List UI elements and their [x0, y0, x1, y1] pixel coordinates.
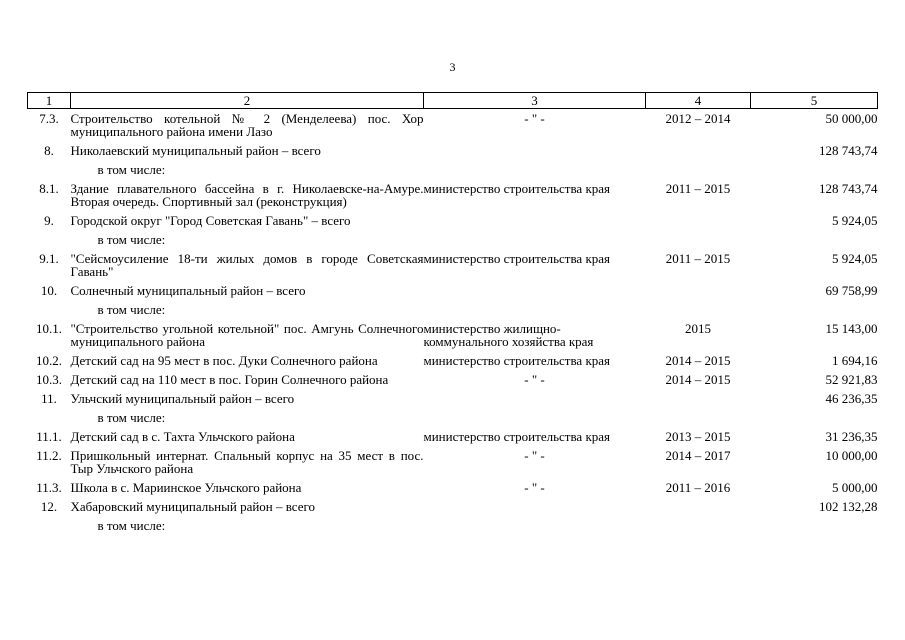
- table-row: [28, 446, 878, 478]
- funding-amount: 10 000,00: [825, 448, 878, 463]
- implementation-years: [646, 141, 751, 160]
- column-header-2: 2: [71, 93, 424, 109]
- executor: [424, 408, 646, 427]
- row-number: 10.1.: [36, 321, 62, 336]
- object-name: Хабаровский муниципальный район – всего: [70, 499, 316, 514]
- object-name: Детский сад на 95 мест в пос. Дуки Солнечного района: [70, 353, 378, 368]
- row-number: 11.: [41, 391, 57, 406]
- implementation-years: [646, 389, 751, 408]
- executor: министерство строительства края: [423, 353, 611, 368]
- table-row: [28, 109, 878, 142]
- table-row: [28, 516, 878, 535]
- row-number: 10.2.: [36, 353, 62, 368]
- executor: [424, 141, 646, 160]
- executor: - " -: [524, 372, 545, 387]
- executor: министерство строительства края: [423, 251, 611, 266]
- executor: [424, 300, 646, 319]
- column-header-4: 4: [646, 93, 751, 109]
- table-row: [28, 478, 878, 497]
- funding-amount: 128 743,74: [819, 181, 878, 196]
- table-row: [28, 281, 878, 300]
- implementation-years: 2015: [685, 321, 711, 336]
- implementation-years: [646, 300, 751, 319]
- row-number: [28, 230, 71, 249]
- object-name: "Строительство угольной котельной" пос. Амгунь Солнечного муниципального района: [70, 321, 424, 349]
- row-number: 8.1.: [39, 181, 59, 196]
- row-number: 7.3.: [39, 111, 59, 126]
- object-name: Пришкольный интернат. Спальный корпус на 35 мест в пос. Тыр Ульчского района: [70, 448, 424, 476]
- implementation-years: 2014 – 2017: [665, 448, 731, 463]
- funding-amount: 46 236,35: [825, 391, 878, 406]
- object-name: в том числе:: [97, 518, 166, 533]
- funding-amount: 50 000,00: [825, 111, 878, 126]
- implementation-years: 2012 – 2014: [665, 111, 731, 126]
- object-name: Школа в с. Мариинское Ульчского района: [70, 480, 302, 495]
- table-row: [28, 211, 878, 230]
- row-number: [28, 160, 71, 179]
- row-number: [28, 408, 71, 427]
- executor: [424, 389, 646, 408]
- row-number: 10.3.: [36, 372, 62, 387]
- funding-amount: 69 758,99: [825, 283, 878, 298]
- funding-amount: 128 743,74: [819, 143, 878, 158]
- funding-amount: 5 924,05: [832, 213, 878, 228]
- row-number: 10.: [40, 283, 58, 298]
- row-number: 9.1.: [39, 251, 59, 266]
- object-name: в том числе:: [97, 232, 166, 247]
- implementation-years: 2011 – 2015: [665, 251, 731, 266]
- table-header: [28, 93, 878, 109]
- table-row: [28, 319, 878, 351]
- funding-amount: 5 924,05: [832, 251, 878, 266]
- object-name: Ульчский муниципальный район – всего: [70, 391, 295, 406]
- table-row: [28, 370, 878, 389]
- row-number: 8.: [44, 143, 54, 158]
- table-row: [28, 427, 878, 446]
- column-header-5: 5: [751, 93, 878, 109]
- table-row: [28, 408, 878, 427]
- object-name: в том числе:: [97, 162, 166, 177]
- object-name: в том числе:: [97, 302, 166, 317]
- executor: - " -: [524, 480, 545, 495]
- object-name: Солнечный муниципальный район – всего: [70, 283, 306, 298]
- executor: [424, 160, 646, 179]
- column-header-3: 3: [424, 93, 646, 109]
- executor: [424, 211, 646, 230]
- program-table: [27, 92, 878, 535]
- row-number: 11.3.: [36, 480, 62, 495]
- executor: министерство строительства края: [423, 181, 611, 196]
- object-name: Строительство котельной № 2 (Менделеева) пос. Хор муниципального района имени Лазо: [70, 111, 424, 139]
- funding-amount: [751, 408, 878, 427]
- implementation-years: 2011 – 2015: [665, 181, 731, 196]
- funding-amount: [751, 516, 878, 535]
- executor: - " -: [524, 111, 545, 126]
- row-number: 11.1.: [36, 429, 62, 444]
- implementation-years: 2013 – 2015: [665, 429, 731, 444]
- implementation-years: 2014 – 2015: [665, 353, 731, 368]
- funding-amount: 5 000,00: [832, 480, 878, 495]
- row-number: 9.: [44, 213, 54, 228]
- funding-amount: [751, 300, 878, 319]
- table-row: [28, 300, 878, 319]
- table-row: [28, 351, 878, 370]
- implementation-years: [646, 516, 751, 535]
- funding-amount: 102 132,28: [819, 499, 878, 514]
- implementation-years: [646, 160, 751, 179]
- implementation-years: 2014 – 2015: [665, 372, 731, 387]
- table-row: [28, 249, 878, 281]
- funding-amount: [751, 230, 878, 249]
- executor: [424, 281, 646, 300]
- funding-amount: 1 694,16: [832, 353, 878, 368]
- page-number: 3: [449, 60, 456, 74]
- funding-amount: 31 236,35: [825, 429, 878, 444]
- executor: министерство жилищно-коммунального хозяйства края: [423, 321, 594, 349]
- object-name: Здание плавательного бассейна в г. Николаевске-на-Амуре. Вторая очередь. Спортивный зал (реконструкция): [70, 181, 424, 209]
- table-row: [28, 141, 878, 160]
- implementation-years: [646, 211, 751, 230]
- table-row: [28, 160, 878, 179]
- executor: [424, 230, 646, 249]
- object-name: "Сейсмоусиление 18-ти жилых домов в городе Советская Гавань": [70, 251, 424, 279]
- object-name: Детский сад на 110 мест в пос. Горин Солнечного района: [70, 372, 389, 387]
- executor: министерство строительства края: [423, 429, 611, 444]
- funding-amount: [751, 160, 878, 179]
- implementation-years: 2011 – 2016: [665, 480, 731, 495]
- object-name: Детский сад в с. Тахта Ульчского района: [70, 429, 295, 444]
- executor: [424, 497, 646, 516]
- implementation-years: [646, 408, 751, 427]
- implementation-years: [646, 497, 751, 516]
- implementation-years: [646, 230, 751, 249]
- object-name: Городской округ "Город Советская Гавань" – всего: [70, 213, 351, 228]
- table-row: [28, 389, 878, 408]
- row-number: [28, 300, 71, 319]
- funding-amount: 52 921,83: [825, 372, 878, 387]
- implementation-years: [646, 281, 751, 300]
- table-row: [28, 179, 878, 211]
- row-number: 12.: [40, 499, 58, 514]
- table-body: [28, 109, 878, 536]
- table-row: [28, 497, 878, 516]
- row-number: 11.2.: [36, 448, 62, 463]
- object-name: в том числе:: [97, 410, 166, 425]
- object-name: Николаевский муниципальный район – всего: [70, 143, 321, 158]
- column-header-1: 1: [28, 93, 71, 109]
- funding-amount: 15 143,00: [825, 321, 878, 336]
- executor: - " -: [524, 448, 545, 463]
- executor: [424, 516, 646, 535]
- table-row: [28, 230, 878, 249]
- header-row: [28, 93, 878, 109]
- row-number: [28, 516, 71, 535]
